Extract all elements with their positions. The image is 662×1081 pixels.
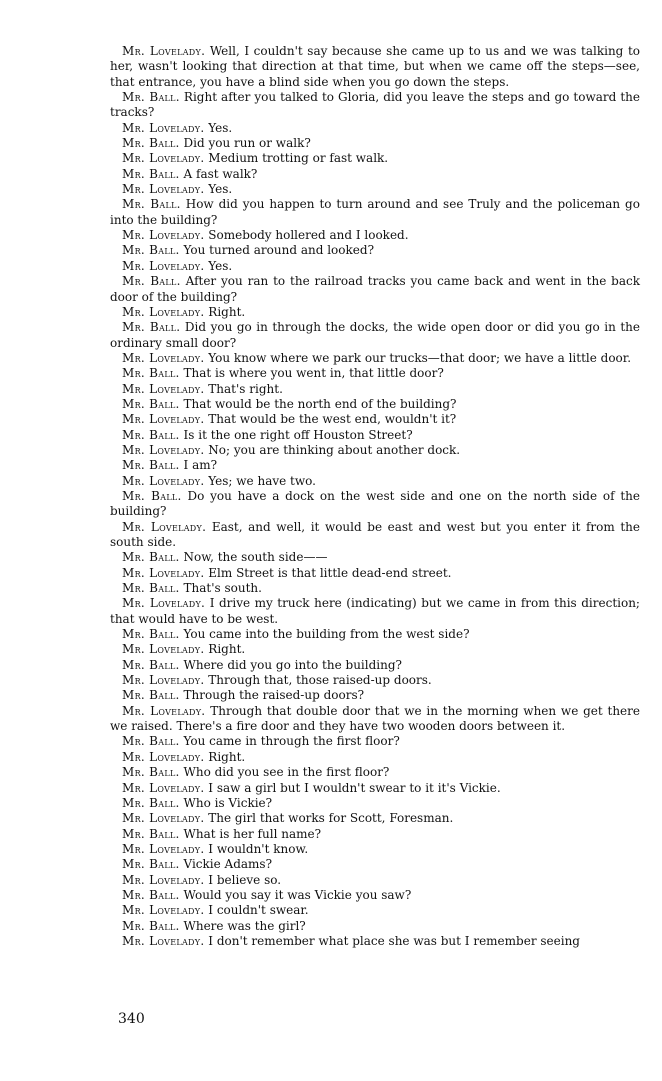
speaker-text: Medium trotting or fast walk. xyxy=(208,151,389,166)
speaker-name: Mr. Lovelady. xyxy=(122,442,205,457)
speaker-text: Well, I couldn't say because she came up to us and we was talking to her, wasn't looking that direction at that time, but when we came off the steps—see, that entrance, you have a blind side when you go down the steps. xyxy=(110,44,640,89)
testimony-paragraph xyxy=(110,550,640,565)
speaker-text: Yes. xyxy=(208,120,233,135)
speaker-text: Right. xyxy=(208,749,246,764)
speaker-text: I am? xyxy=(183,458,218,473)
testimony-paragraph xyxy=(110,382,640,397)
speaker-text: That's right. xyxy=(208,381,283,396)
speaker-name: Mr. Ball. xyxy=(122,734,180,749)
testimony-paragraph xyxy=(110,259,640,274)
speaker-text: That would be the west end, wouldn't it? xyxy=(208,412,457,427)
testimony-paragraph xyxy=(110,151,640,166)
speaker-text: You know where we park our trucks—that door; we have a little door. xyxy=(208,350,632,365)
testimony-paragraph xyxy=(110,121,640,136)
speaker-text: Did you run or walk? xyxy=(183,136,311,151)
speaker-text: I saw a girl but I wouldn't swear to it it's Vickie. xyxy=(208,780,501,795)
testimony-paragraph xyxy=(110,827,640,842)
speaker-text: I don't remember what place she was but I remember seeing xyxy=(208,933,580,948)
speaker-name: Mr. Ball. xyxy=(122,550,180,565)
testimony-paragraph xyxy=(110,857,640,872)
testimony-paragraph xyxy=(110,750,640,765)
speaker-text: Through that, those raised-up doors. xyxy=(208,673,432,688)
testimony-paragraph xyxy=(110,919,640,934)
speaker-name: Mr. Ball. xyxy=(122,887,180,902)
speaker-name: Mr. Lovelady. xyxy=(122,872,205,887)
testimony-paragraph xyxy=(110,274,640,305)
testimony-text xyxy=(110,44,640,949)
speaker-name: Mr. Lovelady. xyxy=(122,182,205,197)
testimony-paragraph xyxy=(110,320,640,351)
speaker-name: Mr. Ball. xyxy=(122,427,180,442)
speaker-text: Through that double door that we in the morning when we get there we raised. There's a fire door and they have two wooden doors between it. xyxy=(110,703,640,734)
speaker-name: Mr. Lovelady. xyxy=(122,304,205,319)
speaker-text: I believe so. xyxy=(208,872,282,887)
speaker-text: Now, the south side—— xyxy=(183,550,328,565)
speaker-name: Mr. Lovelady. xyxy=(122,258,205,273)
speaker-text: The girl that works for Scott, Foresman. xyxy=(208,811,454,826)
speaker-name: Mr. Ball. xyxy=(122,826,180,841)
speaker-name: Mr. Ball. xyxy=(122,320,181,335)
testimony-paragraph xyxy=(110,412,640,427)
speaker-text: A fast walk? xyxy=(183,166,258,181)
testimony-paragraph xyxy=(110,903,640,918)
speaker-name: Mr. Ball. xyxy=(122,795,180,810)
testimony-paragraph xyxy=(110,90,640,121)
speaker-text: Where was the girl? xyxy=(183,918,306,933)
speaker-text: You came into the building from the west side? xyxy=(183,627,470,642)
testimony-paragraph xyxy=(110,934,640,949)
testimony-paragraph xyxy=(110,581,640,596)
speaker-name: Mr. Lovelady. xyxy=(122,473,205,488)
speaker-name: Mr. Lovelady. xyxy=(122,228,205,243)
speaker-name: Mr. Lovelady. xyxy=(122,350,205,365)
speaker-name: Mr. Lovelady. xyxy=(122,780,205,795)
speaker-text: Did you go in through the docks, the wide open door or did you go in the ordinary small door? xyxy=(110,320,640,350)
speaker-text: You turned around and looked? xyxy=(183,243,374,258)
speaker-name: Mr. Lovelady. xyxy=(122,412,205,427)
speaker-text: Somebody hollered and I looked. xyxy=(208,228,409,243)
speaker-name: Mr. Lovelady. xyxy=(122,749,205,764)
testimony-paragraph xyxy=(110,428,640,443)
testimony-paragraph xyxy=(110,520,640,551)
testimony-paragraph xyxy=(110,842,640,857)
speaker-text: I couldn't swear. xyxy=(208,903,309,918)
testimony-paragraph xyxy=(110,458,640,473)
testimony-paragraph xyxy=(110,228,640,243)
testimony-paragraph xyxy=(110,796,640,811)
speaker-name: Mr. Ball. xyxy=(122,458,180,473)
speaker-text: Yes. xyxy=(208,182,233,197)
testimony-paragraph xyxy=(110,351,640,366)
testimony-paragraph xyxy=(110,642,640,657)
speaker-text: That's south. xyxy=(183,581,262,596)
speaker-name: Mr. Ball. xyxy=(122,136,180,151)
speaker-name: Mr. Lovelady. xyxy=(122,565,205,580)
speaker-name: Mr. Lovelady. xyxy=(122,381,205,396)
speaker-text: Vickie Adams? xyxy=(183,857,273,872)
testimony-paragraph xyxy=(110,734,640,749)
speaker-name: Mr. Lovelady. xyxy=(122,642,205,657)
speaker-name: Mr. Lovelady. xyxy=(122,903,205,918)
speaker-text: That is where you went in, that little door? xyxy=(183,366,444,381)
testimony-paragraph xyxy=(110,658,640,673)
testimony-paragraph xyxy=(110,397,640,412)
speaker-text: That would be the north end of the building? xyxy=(183,396,457,411)
speaker-name: Mr. Lovelady. xyxy=(122,519,207,534)
testimony-paragraph xyxy=(110,811,640,826)
speaker-text: What is her full name? xyxy=(183,826,322,841)
speaker-name: Mr. Lovelady. xyxy=(122,596,206,611)
speaker-text: Would you say it was Vickie you saw? xyxy=(183,887,412,902)
speaker-text: Right after you talked to Gloria, did you leave the steps and go toward the tracks? xyxy=(110,90,640,120)
speaker-name: Mr. Ball. xyxy=(122,243,180,258)
speaker-name: Mr. Ball. xyxy=(122,488,182,503)
speaker-name: Mr. Ball. xyxy=(122,918,180,933)
testimony-paragraph xyxy=(110,197,640,228)
testimony-paragraph xyxy=(110,873,640,888)
testimony-paragraph xyxy=(110,781,640,796)
speaker-name: Mr. Ball. xyxy=(122,366,180,381)
speaker-text: Yes. xyxy=(208,258,233,273)
testimony-paragraph xyxy=(110,243,640,258)
testimony-paragraph xyxy=(110,704,640,735)
speaker-name: Mr. Ball. xyxy=(122,396,180,411)
speaker-text: No; you are thinking about another dock. xyxy=(208,442,461,457)
speaker-text: Through the raised-up doors? xyxy=(183,688,365,703)
speaker-name: Mr. Ball. xyxy=(122,688,180,703)
speaker-text: Who did you see in the first floor? xyxy=(183,765,390,780)
speaker-name: Mr. Lovelady. xyxy=(122,120,205,135)
testimony-paragraph xyxy=(110,765,640,780)
speaker-text: You came in through the first floor? xyxy=(183,734,400,749)
speaker-text: I drive my truck here (indicating) but we came in from this direction; that would have to be west. xyxy=(110,596,640,626)
speaker-text: East, and well, it would be east and west but you enter it from the south side. xyxy=(110,519,640,549)
testimony-paragraph xyxy=(110,888,640,903)
speaker-text: Is it the one right off Houston Street? xyxy=(183,427,413,442)
speaker-text: I wouldn't know. xyxy=(208,841,309,856)
speaker-name: Mr. Ball. xyxy=(122,90,180,105)
speaker-name: Mr. Lovelady. xyxy=(122,933,205,948)
speaker-name: Mr. Lovelady. xyxy=(122,841,205,856)
speaker-name: Mr. Lovelady. xyxy=(122,811,205,826)
page-number: 340 xyxy=(118,1011,145,1027)
testimony-paragraph xyxy=(110,673,640,688)
testimony-paragraph xyxy=(110,596,640,627)
speaker-name: Mr. Ball. xyxy=(122,765,180,780)
speaker-name: Mr. Lovelady. xyxy=(122,673,205,688)
speaker-text: How did you happen to turn around and see Truly and the policeman go into the building? xyxy=(110,197,640,227)
speaker-name: Mr. Ball. xyxy=(122,166,180,181)
testimony-paragraph xyxy=(110,167,640,182)
speaker-text: Right. xyxy=(208,304,246,319)
testimony-paragraph xyxy=(110,443,640,458)
testimony-paragraph xyxy=(110,136,640,151)
speaker-text: Right. xyxy=(208,642,246,657)
speaker-text: Who is Vickie? xyxy=(183,795,273,810)
speaker-name: Mr. Ball. xyxy=(122,197,181,212)
testimony-paragraph xyxy=(110,44,640,90)
testimony-paragraph xyxy=(110,305,640,320)
speaker-name: Mr. Ball. xyxy=(122,857,180,872)
testimony-paragraph xyxy=(110,688,640,703)
speaker-text: Do you have a dock on the west side and one on the north side of the building? xyxy=(110,488,640,519)
speaker-text: After you ran to the railroad tracks you came back and went in the back door of the building? xyxy=(110,274,640,304)
testimony-paragraph xyxy=(110,566,640,581)
speaker-name: Mr. Ball. xyxy=(122,627,180,642)
testimony-paragraph xyxy=(110,474,640,489)
speaker-name: Mr. Lovelady. xyxy=(122,151,205,166)
speaker-name: Mr. Lovelady. xyxy=(122,44,206,58)
speaker-name: Mr. Lovelady. xyxy=(122,703,206,718)
speaker-text: Elm Street is that little dead-end street. xyxy=(208,565,452,580)
testimony-paragraph xyxy=(110,489,640,520)
testimony-paragraph xyxy=(110,627,640,642)
testimony-paragraph xyxy=(110,182,640,197)
testimony-paragraph xyxy=(110,366,640,381)
speaker-name: Mr. Ball. xyxy=(122,274,181,289)
speaker-name: Mr. Ball. xyxy=(122,657,180,672)
speaker-text: Where did you go into the building? xyxy=(183,657,402,672)
speaker-name: Mr. Ball. xyxy=(122,581,180,596)
speaker-text: Yes; we have two. xyxy=(208,473,316,488)
